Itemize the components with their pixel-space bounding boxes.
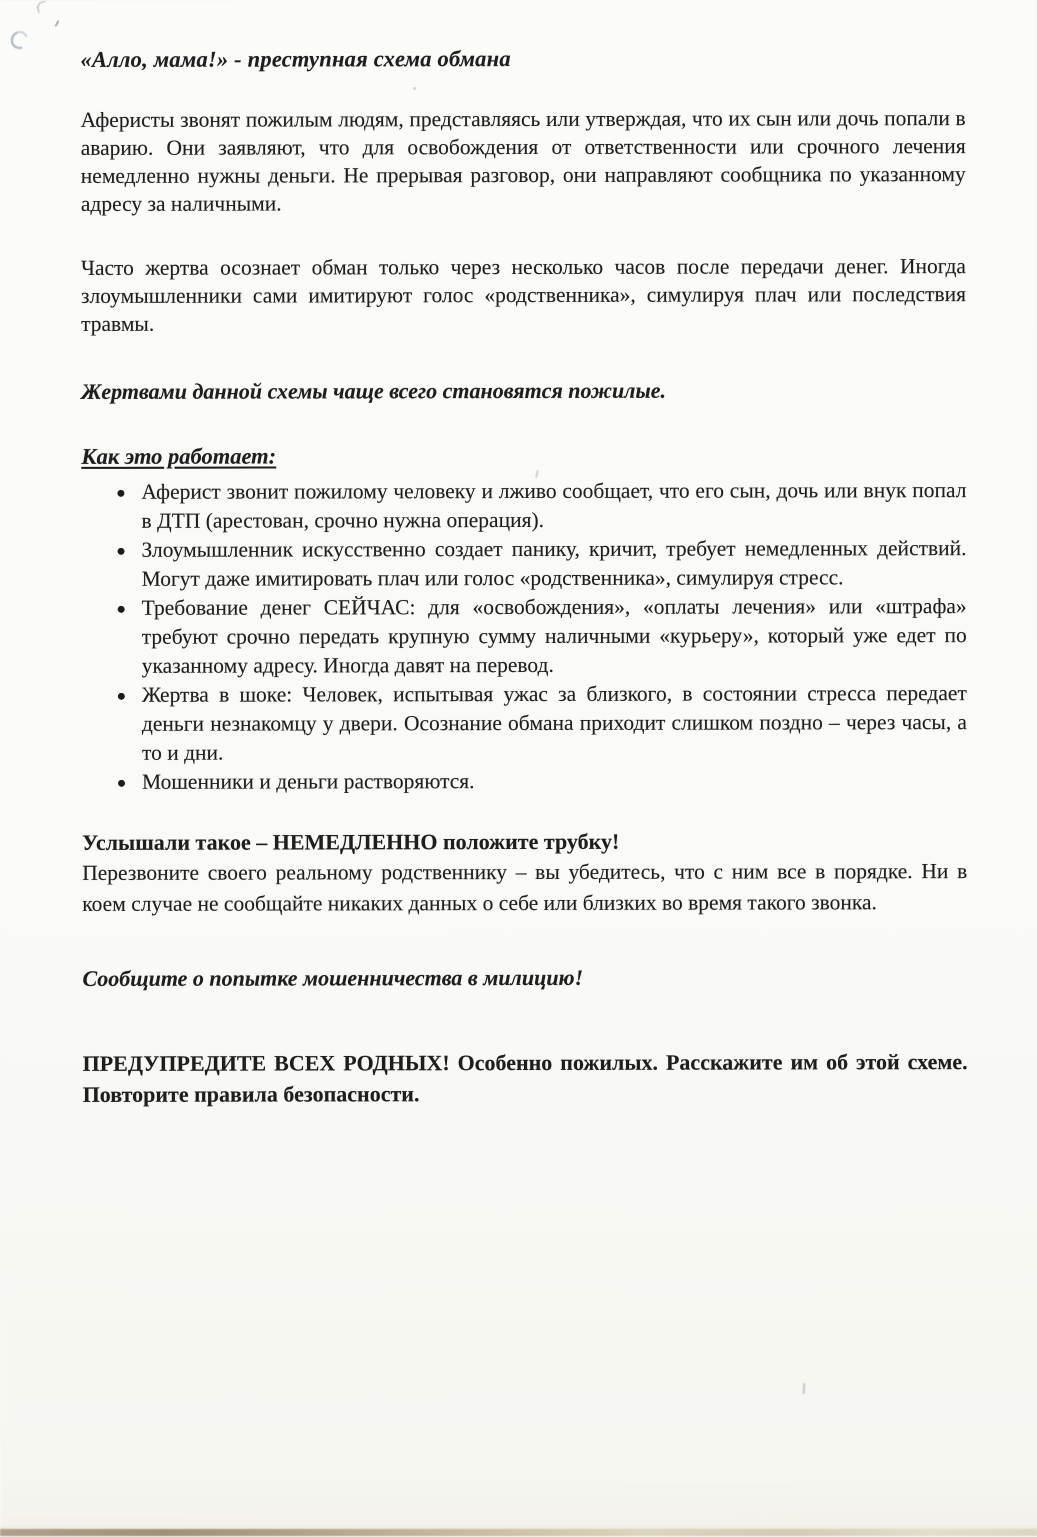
bullet-text: Требование денег СЕЙЧАС: для «освобождения», «оплаты лечения» или «штрафа» требуют срочно передать крупную сумму наличными «курьеру», который уже едет по указанному адресу. Иногда давят на перевод. xyxy=(141,594,967,678)
bullet-icon xyxy=(118,548,125,555)
how-it-works-list xyxy=(81,476,967,797)
list-item xyxy=(81,476,966,536)
list-item xyxy=(82,679,967,768)
bullet-text: Мошенники и деньги растворяются. xyxy=(142,769,475,794)
bullet-text: Жертва в шоке: Человек, испытывая ужас за близкого, в состоянии стресса передает деньги незнакомцу у двери. Осознание обмана приходит слишком поздно – через часы, а то и дни. xyxy=(141,681,967,765)
page-title: «Алло, мама!» - преступная схема обмана xyxy=(80,46,511,72)
warn-relatives-paragraph: ПРЕДУПРЕДИТЕ ВСЕХ РОДНЫХ! Особенно пожилых. Расскажите им об этой схеме. Повторите правила безопасности. xyxy=(82,1049,968,1107)
bullet-text: Злоумышленник искусственно создает панику, кричит, требует немедленных действий. Могут даже имитировать плач или голос «родственника», симулируя стресс. xyxy=(141,536,967,591)
report-to-police-line: Сообщите о попытке мошенничества в милицию! xyxy=(82,964,584,991)
hang-up-heading: Услышали такое – НЕМЕДЛЕННО положите трубку! xyxy=(82,828,620,855)
bullet-icon xyxy=(117,490,124,497)
call-back-paragraph: Перезвоните своего реальному родственнику – вы убедитесь, что с ним все в порядке. Ни в коем случае не сообщайте никаких данных о себе или близких во время такого звонка. xyxy=(82,859,968,916)
list-item xyxy=(82,592,967,681)
scan-edge-strip xyxy=(0,1529,1037,1536)
bullet-icon xyxy=(118,606,125,613)
list-item xyxy=(82,766,967,797)
how-it-works-heading: Как это работает: xyxy=(81,443,277,469)
list-item xyxy=(82,534,967,594)
bullet-icon xyxy=(118,780,125,787)
second-paragraph: Часто жертва осознает обман только через несколько часов после передачи денег. Иногда злоумышленники сами имитируют голос «родственника», симулируя плач или последствия травмы. xyxy=(80,254,967,336)
bullet-text: Аферист звонит пожилому человеку и лживо сообщает, что его сын, дочь или внук попал в ДТП (арестован, срочно нужна операция). xyxy=(141,478,967,533)
bullet-icon xyxy=(118,693,125,700)
intro-paragraph: Аферисты звонят пожилым людям, представляясь или утверждая, что их сын или дочь попали в аварию. Они заявляют, что для освобождения от ответственности или срочного лечения немедленно нужны деньги. Не прерывая разговор, они направляют сообщника по указанному адресу за наличными. xyxy=(80,106,966,216)
victims-emphasis-line: Жертвами данной схемы чаще всего становятся пожилые. xyxy=(81,377,667,404)
